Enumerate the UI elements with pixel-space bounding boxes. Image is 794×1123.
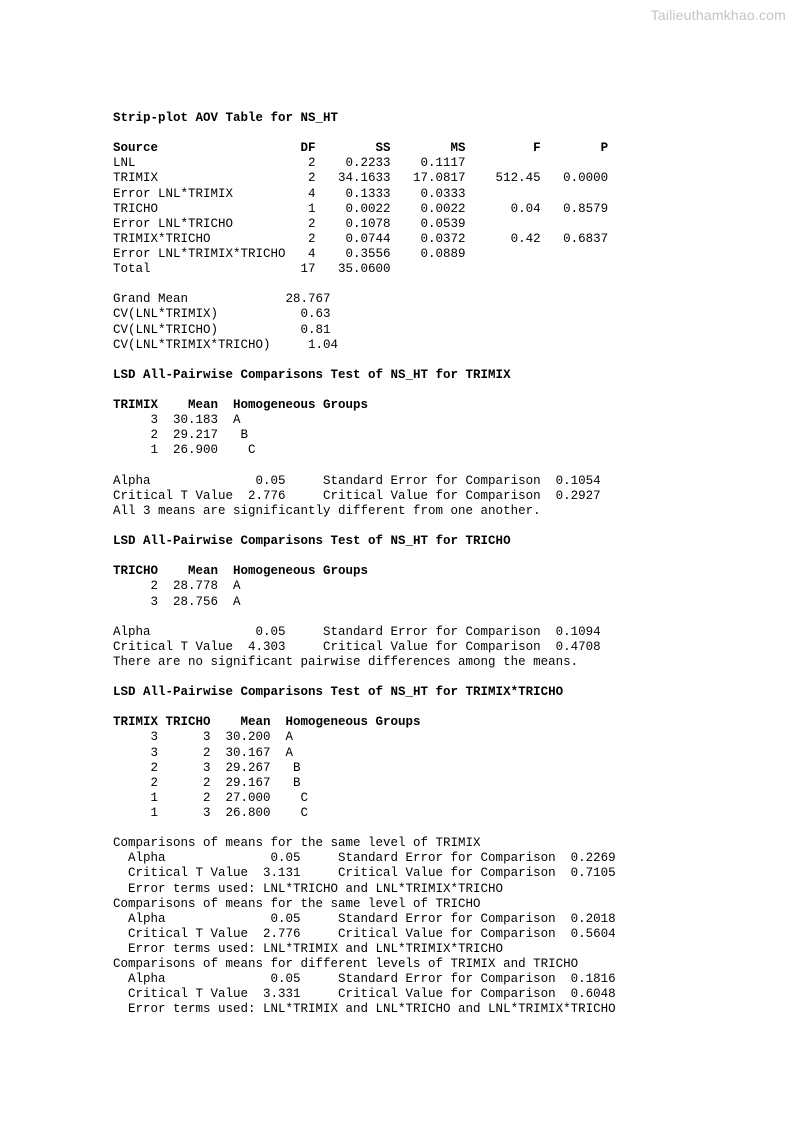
output-text-line: Critical T Value 3.331 Critical Value for Comparison 0.6048 bbox=[113, 987, 616, 1002]
output-text-line: Error terms used: LNL*TRIMIX and LNL*TRICHO and LNL*TRIMIX*TRICHO bbox=[113, 1002, 616, 1017]
output-text-line: TRIMIX 2 34.1633 17.0817 512.45 0.0000 bbox=[113, 171, 609, 186]
section-heading-line: TRIMIX Mean Homogeneous Groups bbox=[113, 398, 369, 413]
output-text-line: 3 2 30.167 A bbox=[113, 745, 294, 760]
output-text-line: 2 29.217 B bbox=[113, 428, 249, 443]
section-heading-line: TRIMIX TRICHO Mean Homogeneous Groups bbox=[113, 715, 421, 730]
output-text-line: Error LNL*TRICHO 2 0.1078 0.0539 bbox=[113, 216, 466, 231]
output-text-line: 1 3 26.800 C bbox=[113, 806, 309, 821]
output-text-line bbox=[113, 549, 616, 564]
output-text-line: There are no significant pairwise differences among the means. bbox=[113, 654, 579, 669]
output-text-line: Error LNL*TRIMIX*TRICHO 4 0.3556 0.0889 bbox=[113, 246, 466, 261]
section-heading-line: LSD All-Pairwise Comparisons Test of NS_HT for TRIMIX*TRICHO bbox=[113, 685, 564, 700]
output-text-line bbox=[113, 353, 616, 368]
output-text-line: 3 30.183 A bbox=[113, 413, 241, 428]
watermark-text: Tailieuthamkhao.com bbox=[650, 7, 786, 23]
output-text-line: CV(LNL*TRICHO) 0.81 bbox=[113, 322, 331, 337]
output-text-line bbox=[113, 459, 616, 474]
output-text-line: Comparisons of means for the same level of TRIMIX bbox=[113, 836, 481, 851]
output-text-line bbox=[113, 821, 616, 836]
output-text-line bbox=[113, 610, 616, 625]
section-heading-line: Source DF SS MS F P bbox=[113, 141, 609, 156]
output-text-line bbox=[113, 126, 616, 141]
output-text-line: 2 3 29.267 B bbox=[113, 760, 301, 775]
output-text-line: Alpha 0.05 Standard Error for Comparison 0.1816 bbox=[113, 972, 616, 987]
section-heading-line: LSD All-Pairwise Comparisons Test of NS_HT for TRIMIX bbox=[113, 367, 511, 382]
output-text-line: CV(LNL*TRIMIX) 0.63 bbox=[113, 307, 331, 322]
output-text-line bbox=[113, 383, 616, 398]
output-text-line: Comparisons of means for the same level of TRICHO bbox=[113, 896, 481, 911]
section-heading-line: Strip-plot AOV Table for NS_HT bbox=[113, 111, 339, 125]
output-text-line: All 3 means are significantly different from one another. bbox=[113, 503, 541, 518]
output-text-line: Alpha 0.05 Standard Error for Comparison 0.1094 bbox=[113, 624, 601, 639]
section-heading-line: LSD All-Pairwise Comparisons Test of NS_HT for TRICHO bbox=[113, 534, 511, 549]
output-text-line bbox=[113, 277, 616, 292]
section-heading-line: TRICHO Mean Homogeneous Groups bbox=[113, 564, 369, 579]
output-text-line: Error terms used: LNL*TRIMIX and LNL*TRIMIX*TRICHO bbox=[113, 942, 504, 957]
output-text-line bbox=[113, 670, 616, 685]
output-text-line: Comparisons of means for different levels of TRIMIX and TRICHO bbox=[113, 957, 579, 972]
output-text-line: Alpha 0.05 Standard Error for Comparison 0.2269 bbox=[113, 851, 616, 866]
output-text-line: Error terms used: LNL*TRICHO and LNL*TRIMIX*TRICHO bbox=[113, 881, 504, 896]
output-text-line: CV(LNL*TRIMIX*TRICHO) 1.04 bbox=[113, 337, 339, 352]
statistics-output-document bbox=[113, 111, 616, 1018]
output-text-line: TRIMIX*TRICHO 2 0.0744 0.0372 0.42 0.6837 bbox=[113, 231, 609, 246]
output-text-line: 1 26.900 C bbox=[113, 443, 256, 458]
output-text-line: Critical T Value 2.776 Critical Value for Comparison 0.2927 bbox=[113, 488, 601, 503]
output-text-line: 2 28.778 A bbox=[113, 579, 241, 594]
output-text-line: TRICHO 1 0.0022 0.0022 0.04 0.8579 bbox=[113, 201, 609, 216]
output-text-line: Grand Mean 28.767 bbox=[113, 292, 331, 307]
output-text-line: Error LNL*TRIMIX 4 0.1333 0.0333 bbox=[113, 186, 466, 201]
output-text-line bbox=[113, 519, 616, 534]
output-text-line bbox=[113, 700, 616, 715]
output-text-line: Critical T Value 4.303 Critical Value for Comparison 0.4708 bbox=[113, 639, 601, 654]
output-text-line: 1 2 27.000 C bbox=[113, 790, 309, 805]
output-text-line: Critical T Value 3.131 Critical Value for Comparison 0.7105 bbox=[113, 866, 616, 881]
output-text-line: 2 2 29.167 B bbox=[113, 775, 301, 790]
output-text-line: Critical T Value 2.776 Critical Value for Comparison 0.5604 bbox=[113, 926, 616, 941]
output-text-line: 3 28.756 A bbox=[113, 594, 241, 609]
output-text-line: Total 17 35.0600 bbox=[113, 262, 391, 277]
output-text-line: Alpha 0.05 Standard Error for Comparison 0.2018 bbox=[113, 911, 616, 926]
output-text-line: Alpha 0.05 Standard Error for Comparison 0.1054 bbox=[113, 473, 601, 488]
output-text-line: 3 3 30.200 A bbox=[113, 730, 294, 745]
output-text-line: LNL 2 0.2233 0.1117 bbox=[113, 156, 466, 171]
